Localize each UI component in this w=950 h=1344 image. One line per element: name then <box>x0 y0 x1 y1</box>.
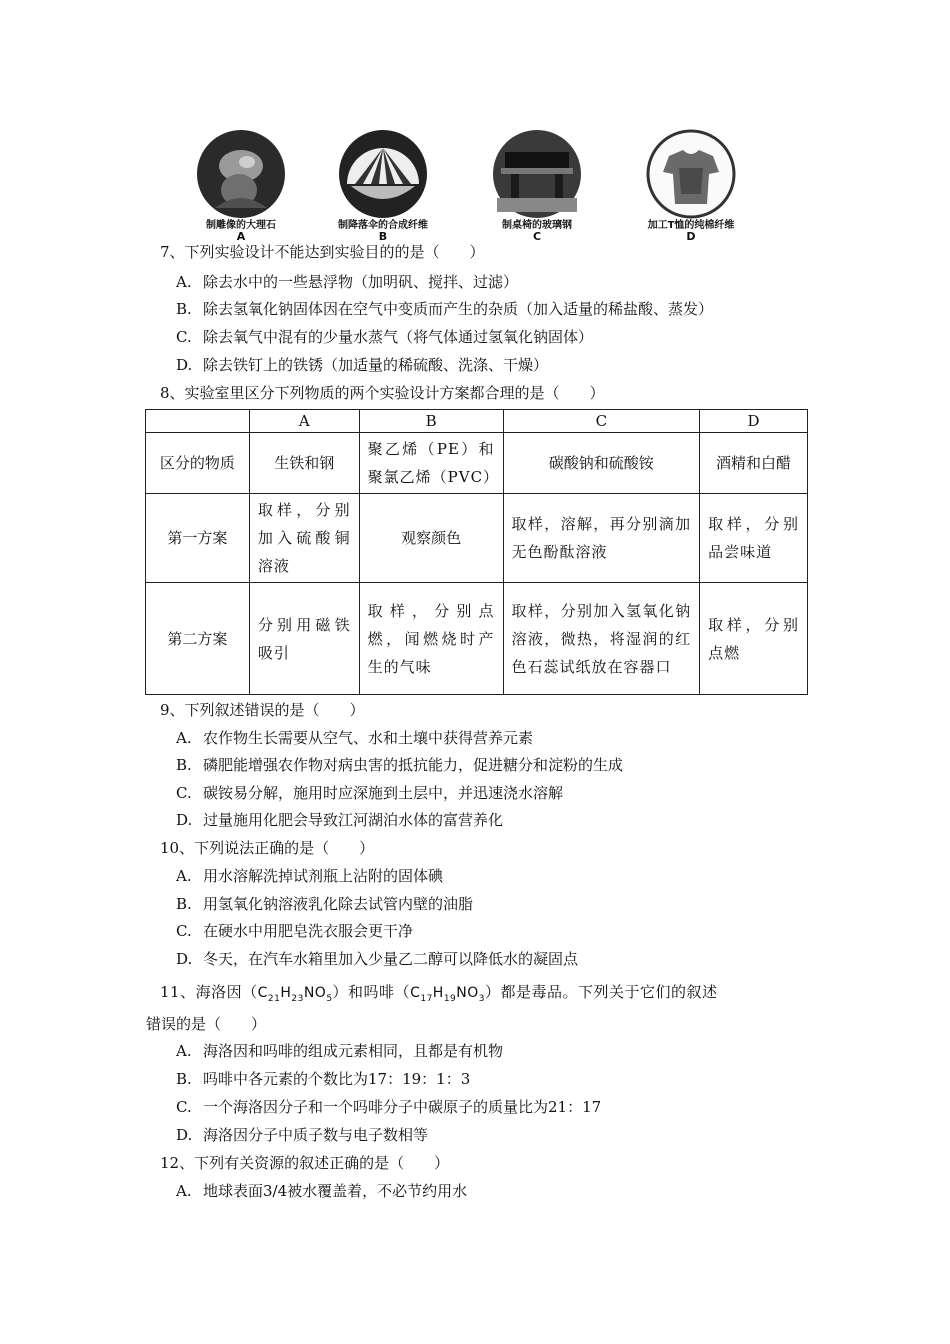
option-text: 地球表面3/4被水覆盖着，不必节约用水 <box>203 1182 468 1200</box>
comparison-table <box>145 409 808 695</box>
question-8-stem: 8、实验室里区分下列物质的两个实验设计方案都合理的是（ ） <box>160 384 605 402</box>
morphine-formula <box>410 985 486 1004</box>
option <box>176 809 503 830</box>
option-text: 除去水中的一些悬浮物（加明矾、搅拌、过滤） <box>203 273 519 291</box>
option-text: 在硬水中用肥皂洗衣服会更干净 <box>203 922 414 940</box>
option <box>176 1124 428 1145</box>
option <box>176 354 548 375</box>
figure-letter: A <box>236 230 246 243</box>
option-text: 过量施用化肥会导致江河湖泊水体的富营养化 <box>203 811 504 829</box>
figure-caption: 制降落伞的合成纤维 <box>338 220 428 231</box>
option-label: C. <box>176 328 192 346</box>
table-header-cell: C <box>503 410 700 433</box>
element-symbol: H <box>280 985 292 1001</box>
option-text: 除去铁钉上的铁锈（加适量的稀硫酸、洗涤、干燥） <box>203 356 549 374</box>
option <box>176 271 518 292</box>
option-text: 除去氢氧化钠固体因在空气中变质而产生的杂质（加入适量的稀盐酸、蒸发） <box>203 300 714 318</box>
table-row <box>146 583 808 695</box>
option-text: 海洛因分子中质子数与电子数相等 <box>203 1126 429 1144</box>
option-label: D. <box>176 356 193 374</box>
option <box>176 1096 601 1117</box>
stem-text: 11、海洛因（ <box>160 983 258 1001</box>
table-cell: 取样，分别加入硫酸铜溶液 <box>249 494 359 583</box>
question-11-stem-continued: 错误的是（ ） <box>146 1015 267 1033</box>
option-label: A. <box>176 1042 192 1060</box>
table-row <box>146 433 808 494</box>
figure-letter: B <box>378 230 388 243</box>
table-cell: 分别用磁铁吸引 <box>249 583 359 695</box>
option-label: D. <box>176 811 193 829</box>
option <box>176 782 563 803</box>
table-header-cell: B <box>359 410 503 433</box>
question-10-stem: 10、下列说法正确的是（ ） <box>160 839 375 857</box>
option <box>176 1068 470 1089</box>
option <box>176 754 623 775</box>
option-text: 磷肥能增强农作物对病虫害的抵抗能力，促进糖分和淀粉的生成 <box>203 756 624 774</box>
option <box>176 1180 467 1201</box>
parachute-image <box>337 128 429 220</box>
figure-a <box>186 128 296 243</box>
stem-text: ）都是毒品。下列关于它们的叙述 <box>485 983 718 1001</box>
option-label: C. <box>176 784 192 802</box>
heroin-formula <box>257 985 333 1004</box>
marble-statue-image <box>195 128 287 220</box>
table-header-cell: A <box>249 410 359 433</box>
option <box>176 727 533 748</box>
option-label: D. <box>176 1126 193 1144</box>
option-label: B. <box>176 1070 192 1088</box>
subscript: 21 <box>267 993 281 1004</box>
table-cell: 第一方案 <box>146 494 250 583</box>
figure-caption: 制桌椅的玻璃钢 <box>502 220 572 231</box>
table-header-cell: D <box>700 410 808 433</box>
option-text: 吗啡中各元素的个数比为17：19：1：3 <box>203 1070 471 1088</box>
figure-letter: D <box>686 230 696 243</box>
element-symbol: H <box>432 985 444 1001</box>
option-label: B. <box>176 300 192 318</box>
table-cell: 第二方案 <box>146 583 250 695</box>
table-cell: 生铁和钢 <box>249 433 359 494</box>
option-label: A. <box>176 729 192 747</box>
option <box>176 893 473 914</box>
table-cell: 取样，分别点燃 <box>700 583 808 695</box>
option-label: B. <box>176 756 192 774</box>
question-9-stem: 9、下列叙述错误的是（ ） <box>160 701 365 719</box>
option-label: B. <box>176 895 192 913</box>
figure-caption: 加工T恤的纯棉纤维 <box>647 220 735 231</box>
subscript: 3 <box>478 993 486 1004</box>
table-header-cell <box>146 410 250 433</box>
figure-c <box>482 128 592 243</box>
option-label: D. <box>176 950 193 968</box>
table-cell: 观察颜色 <box>359 494 503 583</box>
option-text: 用水溶解洗掉试剂瓶上沾附的固体碘 <box>203 867 444 885</box>
fiberglass-chair-image <box>491 128 583 220</box>
option <box>176 298 713 319</box>
table-cell: 区分的物质 <box>146 433 250 494</box>
option-label: A. <box>176 273 192 291</box>
option <box>176 865 443 886</box>
figure-letter: C <box>532 230 542 243</box>
figure-row <box>186 128 746 243</box>
element-symbol: NO <box>303 985 327 1001</box>
option-label: A. <box>176 1182 192 1200</box>
table-cell: 聚乙烯（PE）和聚氯乙烯（PVC） <box>359 433 503 494</box>
element-symbol: C <box>410 985 421 1001</box>
question-7-stem: 7、下列实验设计不能达到实验目的的是（ ） <box>160 243 485 261</box>
option-label: C. <box>176 1098 192 1116</box>
option-text: 除去氧气中混有的少量水蒸气（将气体通过氢氧化钠固体） <box>203 328 594 346</box>
figure-caption: 制雕像的大理石 <box>206 220 276 231</box>
table-row <box>146 494 808 583</box>
subscript: 17 <box>420 993 433 1004</box>
table-cell: 取样，溶解，再分别滴加无色酚酞溶液 <box>503 494 700 583</box>
option-text: 海洛因和吗啡的组成元素相同，且都是有机物 <box>203 1042 504 1060</box>
table-cell: 酒精和白醋 <box>700 433 808 494</box>
figure-d <box>636 128 746 243</box>
element-symbol: NO <box>456 985 479 1001</box>
question-11-stem <box>160 981 718 1004</box>
stem-text: ）和吗啡（ <box>332 983 411 1001</box>
subscript: 19 <box>443 993 457 1004</box>
table-cell: 取样，分别加入氢氧化钠溶液，微热，将湿润的红色石蕊试纸放在容器口 <box>503 583 700 695</box>
option <box>176 326 593 347</box>
figure-b <box>328 128 438 243</box>
option <box>176 920 413 941</box>
option <box>176 1040 503 1061</box>
option-text: 一个海洛因分子和一个吗啡分子中碳原子的质量比为21：17 <box>203 1098 602 1116</box>
option <box>176 948 578 969</box>
option-text: 碳铵易分解，施用时应深施到土层中，并迅速浇水溶解 <box>203 784 564 802</box>
table-cell: 碳酸钠和硫酸铵 <box>503 433 700 494</box>
table-cell: 取样，分别点燃，闻燃烧时产生的气味 <box>359 583 503 695</box>
table-cell: 取样，分别品尝味道 <box>700 494 808 583</box>
cotton-tshirt-image <box>645 128 737 220</box>
element-symbol: C <box>257 985 268 1001</box>
option-label: A. <box>176 867 192 885</box>
subscript: 5 <box>326 993 333 1004</box>
subscript: 23 <box>291 993 304 1004</box>
option-text: 用氢氧化钠溶液乳化除去试管内壁的油脂 <box>203 895 474 913</box>
option-text: 农作物生长需要从空气、水和土壤中获得营养元素 <box>203 729 534 747</box>
table-header-row <box>146 410 808 433</box>
question-12-stem: 12、下列有关资源的叙述正确的是（ ） <box>160 1154 450 1172</box>
option-text: 冬天，在汽车水箱里加入少量乙二醇可以降低水的凝固点 <box>203 950 579 968</box>
option-label: C. <box>176 922 192 940</box>
